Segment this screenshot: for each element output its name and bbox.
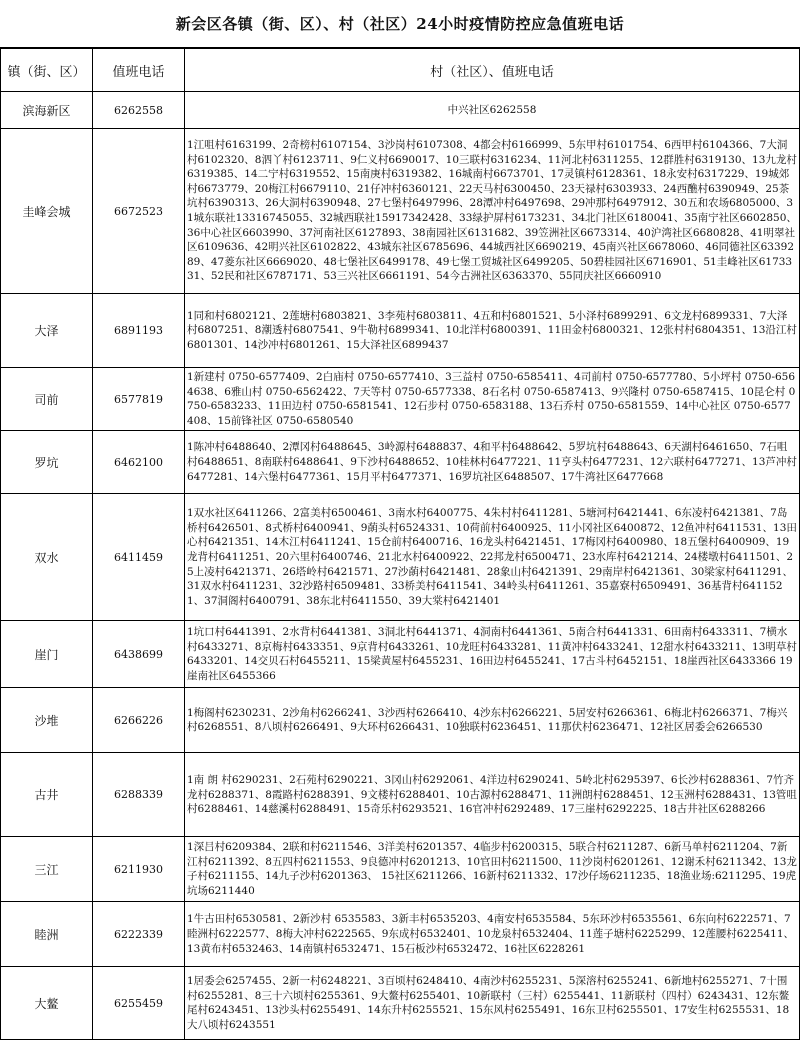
table-row <box>1 129 800 294</box>
villages-cell: 1梅阁村6230231、2沙角村6266241、3沙西村6266410、4沙东村6266221、5居安村6266361、6梅北村6266371、7梅兴村6268551、8八顷村6266491、9大环村6266431、10独联村6236451、11那伏村6236471、12社区居委会6266530 <box>185 688 800 753</box>
villages-cell: 1牛古田村6530581、2新沙村 6535583、3新丰村6535203、4南安村6535584、5东环沙村6535561、6东向村6222571、7睦洲村6222577、8梅大冲村6222565、9东成村6532401、10龙泉村6532404、11莲子塘村6225299、12莲腰村6225411、13黄布村6532463、14南镇村6532471、15石板沙村6532472、16社区6228261 <box>185 902 800 967</box>
table-row <box>1 688 800 753</box>
phone-cell: 6462100 <box>93 431 185 494</box>
table-row <box>1 92 800 129</box>
villages-cell: 1同和村6802121、2莲塘村6803821、3李苑村6803811、4五和村6801521、5小泽村6899291、6文龙村6899331、7大泽村6807251、8潮透村6807541、9牛勒村6899341、10北洋村6800391、11田金村6800321、12张村村6804351、13沿江村6801301、14沙冲村6801261、15大泽社区6899437 <box>185 294 800 368</box>
town-cell: 三江 <box>1 837 93 902</box>
villages-cell: 1坑口村6441391、2水背村6441381、3洞北村6441371、4洞南村6441361、5南合村6441331、6田南村6433311、7横水村6433271、8京梅村6433351、9京背村6433261、10龙旺村6433281、11黄冲村6433241、12甜水村6433211、13明草村6433201、14交贝石村6455211、15梁黄屋村6455231、16田边村6455241、17古斗村6452151、18崖西社区6433366 19崖南社区6455366 <box>185 621 800 688</box>
table-row <box>1 967 800 1040</box>
duty-phone-table <box>0 48 800 1040</box>
town-cell: 睦洲 <box>1 902 93 967</box>
town-cell: 古井 <box>1 753 93 837</box>
table-header-row <box>1 49 800 92</box>
villages-cell: 1江咀村6163199、2奇榜村6107154、3沙岗村6107308、4都会村6166999、5东甲村6101754、6西甲村6104366、7大洞村6102320、8泗丫村6123711、9仁义村6690017、10三联村6316234、11河北村6311255、12群胜村6319130、13九龙村6319385、14二宁村6319552、15南庚村6319382、16城南村6673701、17灵镇村6128361、18永安村6317229、19城郊村6673779、20梅江村6679110、21仔冲村6360121、22天马村6300450、23天禄村6303933、24西醮村6390949、25茶坑村6390313、26大洞村6390948、27七堡村6497996、28潭冲村6497698、29冲那村6497912、30五和农场6805000、31城东联社13316745055、32城西联社15917342428、33绿护屏村6173231、34北门社区6180041、35南宁社区6602850、 36中心社区6603990、37河南社区6127893、38南园社区6131682、39笠洲社区6673314、40沪湾社区6680828、41明翠社区6109636、42明兴社区6102822、43城东社区6785696、44城西社区6690219、45南兴社区6678060、46同德社区6339289、47菱东社区6669020、48七堡社区6499178、49七堡工贸城社区6499205、50碧桂园社区6716901、51圭峰社区6173331、52民和社区6787171、53三兴社区6661191、54今古洲社区6363370、55同庆社区6660910 <box>185 129 800 294</box>
town-cell: 沙堆 <box>1 688 93 753</box>
town-cell: 圭峰会城 <box>1 129 93 294</box>
villages-cell: 1南 朗 村6290231、2石苑村6290221、3冈山村6292061、4洋边村6290241、5岭北村6295397、6长沙村6288361、7竹齐龙村6288371、8霞路村6288391、9文楼村6288401、10古源村6288471、11洲朗村6288451、12玉洲村6288431、13管咀村6288461、14慈溪村6288491、15奇乐村6293521、16官冲村6292489、17三崖村6292225、18古井社区6288266 <box>185 753 800 837</box>
phone-cell: 6891193 <box>93 294 185 368</box>
table-row <box>1 494 800 621</box>
header-town: 镇（街、区） <box>1 49 93 92</box>
table-row <box>1 902 800 967</box>
villages-cell: 1陈冲村6488640、2潭冈村6488645、3岭源村6488837、4和平村6488642、5罗坑村6488643、6天湖村6461650、7石咀村6488651、8南联村6488641、9下沙村6488652、10桂林村6477221、11亨头村6477231、12六联村6477271、13芦冲村6477281、14六堡村6477361、15月平村6477371、16罗坑社区6488507、17牛湾社区6477668 <box>185 431 800 494</box>
town-cell: 大泽 <box>1 294 93 368</box>
phone-cell: 6672523 <box>93 129 185 294</box>
phone-cell: 6222339 <box>93 902 185 967</box>
phone-cell: 6411459 <box>93 494 185 621</box>
town-cell: 滨海新区 <box>1 92 93 129</box>
phone-cell: 6255459 <box>93 967 185 1040</box>
header-villages: 村（社区）、值班电话 <box>185 49 800 92</box>
villages-cell: 1双水社区6411266、2富美村6500461、3南水村6400775、4朱村村6411281、5塘河村6421441、6东凌村6421381、7岛桥村6426501、8式桥村6400941、9蓢头村6524331、10荷前村6400925、11小冈社区6400872、12鱼冲村6411531、13田心村6421351、14木江村6411241、15仓前村6400716、16龙头村6421451、17梅冈村6400980、18五堡村6400909、19龙背村6411251、20六里村6400746、21北水村6400922、22邦龙村6500471、23水库村6421214、24楼墩村6411501、25上凌村6421371、26塔岭村6421571、27沙蓢村6421481、28象山村6421391、29南岸村6421361、30梁家村6411291、 31双水村6411231、32沙路村6509481、33桥美村6411541、34岭头村6411261、35嘉寮村6509491、36基背村6411521、37洞阁村6400791、38东北村6411550、39大棠村6421401 <box>185 494 800 621</box>
phone-cell: 6262558 <box>93 92 185 129</box>
page-title <box>0 0 800 48</box>
header-phone: 值班电话 <box>93 49 185 92</box>
town-cell: 司前 <box>1 368 93 431</box>
phone-cell: 6438699 <box>93 621 185 688</box>
page-title-text: 新会区各镇（街、区）、村（社区）24小时疫情防控应急值班电话 <box>175 15 625 33</box>
table-row <box>1 621 800 688</box>
phone-cell: 6266226 <box>93 688 185 753</box>
phone-cell: 6288339 <box>93 753 185 837</box>
town-cell: 双水 <box>1 494 93 621</box>
villages-cell: 1新建村 0750-6577409、2白庙村 0750-6577410、3三益村 0750-6585411、4司前村 0750-6577780、5小坪村 0750-6564638、6雅山村 0750-6562422、7天等村 0750-6577338、8石名村 0750-6587413、9兴隆村 0750-6587415、10昆仑村 0750-6583233、11田边村 0750-6581541、12石步村 0750-6583188、13石乔村 0750-6581559、14中心社区 0750-6577408、15前锋社区 0750-6580540 <box>185 368 800 431</box>
table-row <box>1 753 800 837</box>
phone-cell: 6577819 <box>93 368 185 431</box>
phone-cell: 6211930 <box>93 837 185 902</box>
table-row <box>1 837 800 902</box>
town-cell: 大鳌 <box>1 967 93 1040</box>
town-cell: 罗坑 <box>1 431 93 494</box>
villages-cell: 1深吕村6209384、2联和村6211546、3洋美村6201357、4临步村6200315、5联合村6211287、6新马单村6211204、7新江村6211392、8五四村6211553、9良德冲村6201213、10官田村6211500、11沙岗村6201261、12谢禾村6211342、13龙子村6211155、14九子沙村6201363、 15社区6211266、16新村6211332、17沙仔场6211235、18渔业场:6211295、19虎坑场6211440 <box>185 837 800 902</box>
table-row <box>1 368 800 431</box>
villages-cell: 中兴社区6262558 <box>185 92 800 129</box>
table-row <box>1 294 800 368</box>
town-cell: 崖门 <box>1 621 93 688</box>
table-row <box>1 431 800 494</box>
villages-cell: 1居委会6257455、2新一村6248221、3百顷村6248410、4南沙村6255231、5深溶村6255241、6新地村6255271、7十围村6255281、8三十六顷村6255361、9大鳌村6255401、10新联村（三村）6255441、11新联村（四村）6243431、12东鳌尾村6243451、13沙头村6255491、14东升村6255521、15东风村6255491、16东卫村6255501、17安生村6255531、18大八顷村6243551 <box>185 967 800 1040</box>
